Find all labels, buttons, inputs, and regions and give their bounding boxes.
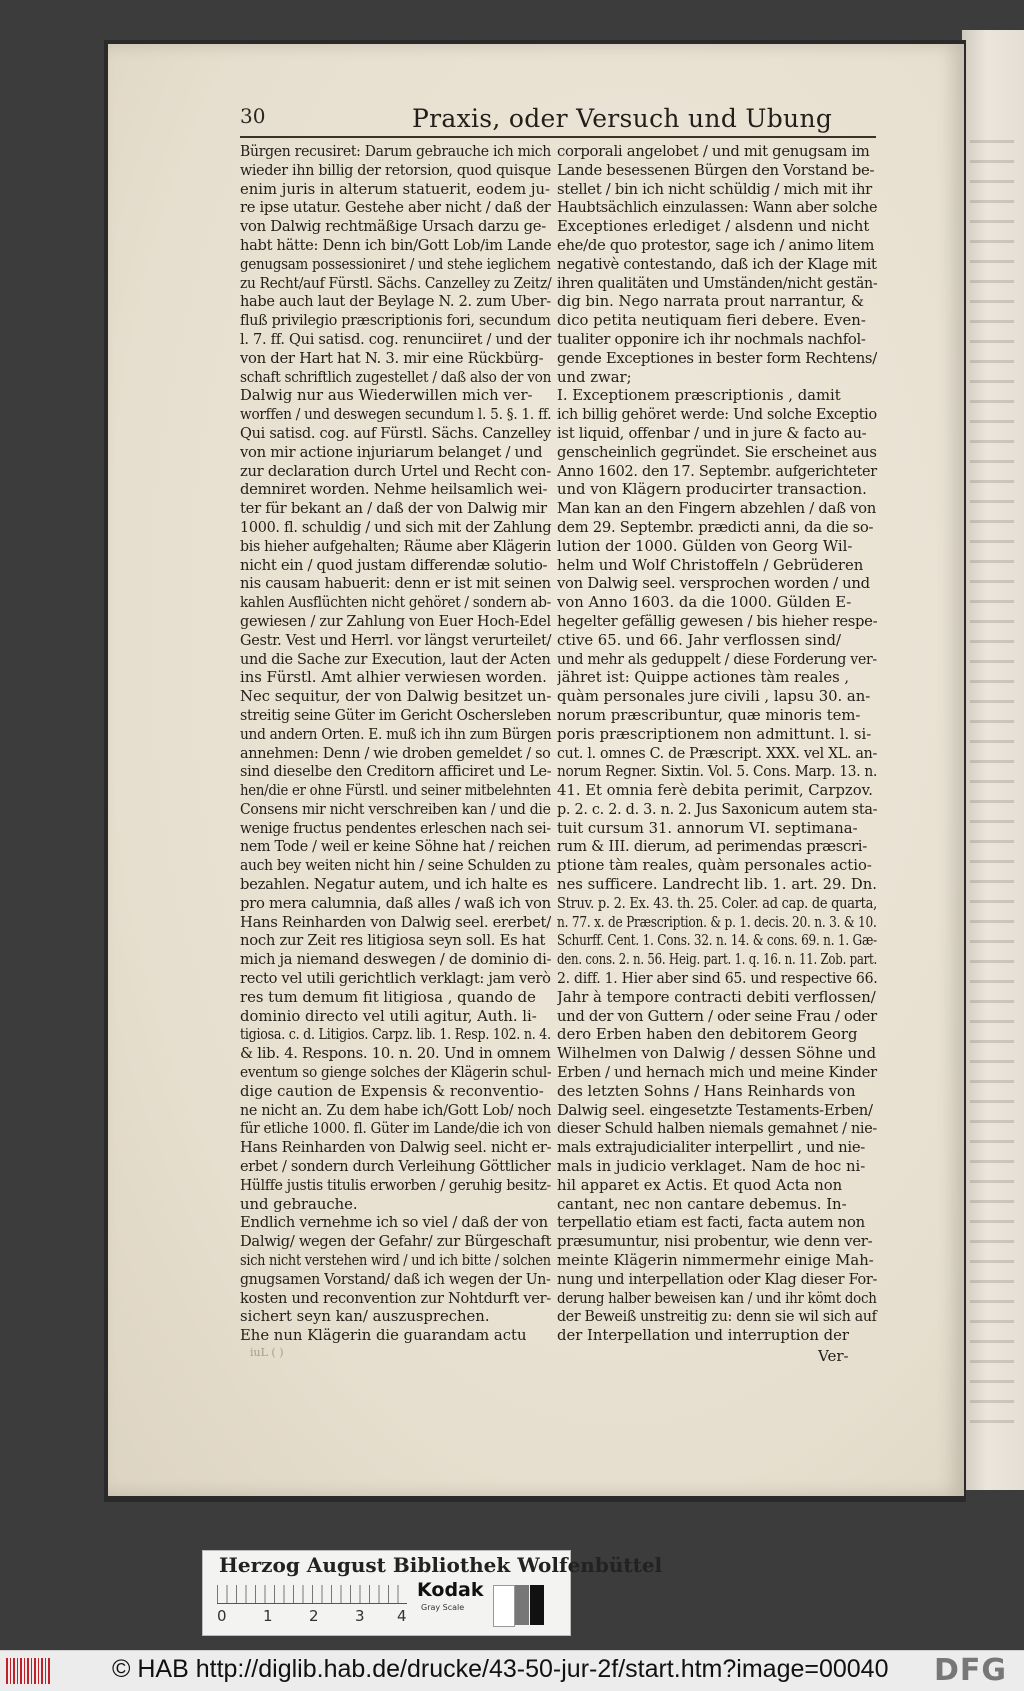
text-line: nung und interpellation oder Klag dieser For- [557, 1270, 878, 1288]
left-text-column [240, 143, 551, 1346]
right-text-column [557, 143, 877, 1346]
text-line: tigiosa. c. d. Litigios. Carpz. lib. 1. Resp. 102. n. 4. [240, 1026, 551, 1044]
text-line: ter für bekant an / daß der von Dalwig mir [240, 500, 547, 518]
scan-target-card [202, 1550, 663, 1636]
text-line: des letzten Sohns / Hans Reinhards von [557, 1082, 856, 1100]
dfg-logo: DFG [934, 1653, 1008, 1688]
text-line: und die Sache zur Execution, laut der Acten [240, 650, 551, 668]
text-line: lution der 1000. Gülden von Georg Wil- [557, 537, 853, 555]
text-line: und andern Orten. E. muß ich ihn zum Bürgen [240, 725, 552, 743]
white-patch [493, 1585, 515, 1627]
footer-bar [0, 1650, 1024, 1691]
text-line: sichert seyn kan/ auszusprechen. [240, 1308, 490, 1326]
text-line: Endlich vernehme ich so viel / daß der von [240, 1214, 548, 1232]
page-number: 30 [240, 104, 266, 128]
text-line: poris præscriptionem non admittunt. l. si- [557, 725, 872, 743]
text-line: norum Regner. Sixtin. Vol. 5. Cons. Marp. 13. n. [557, 763, 878, 781]
kodak-logo: Kodak [417, 1579, 484, 1601]
library-name: Herzog August Bibliothek Wolfenbüttel [219, 1553, 663, 1577]
text-line: tuit cursum 31. annorum VI. septimana- [557, 819, 858, 837]
text-line: sind dieselbe den Creditorn afficiret und Le- [240, 763, 552, 781]
black-patch [530, 1585, 544, 1625]
text-line: Anno 1602. den 17. Septembr. aufgerichteter [557, 462, 877, 480]
text-line: Struv. p. 2. Ex. 43. th. 25. Coler. ad cap. de quarta, [557, 894, 877, 912]
gray-patch [515, 1585, 529, 1625]
text-line: mals in judicio verklaget. Nam de hoc ni- [557, 1158, 866, 1176]
text-line: von Anno 1603. da die 1000. Gülden E- [557, 594, 852, 612]
text-line: auch bey weiten nicht hin / seine Schulden zu [240, 857, 551, 875]
hab-logo [6, 1658, 50, 1684]
text-line: nis causam habuerit: denn er ist mit seinen [240, 575, 551, 593]
text-line: und der von Guttern / oder seine Frau / oder [557, 1007, 877, 1025]
text-line: meinte Klägerin nimmermehr einige Mah- [557, 1252, 874, 1270]
ruler-number: 0 [217, 1607, 227, 1625]
text-line: derung halber beweisen kan / und ihr kömt doch [557, 1289, 877, 1307]
text-line: streitig seine Güter im Gericht Oschersleben [240, 706, 552, 724]
text-line: erbet / sondern durch Verleihung Göttlicher [240, 1158, 551, 1176]
text-line: jähret ist: Quippe actiones tàm reales , [557, 669, 850, 687]
text-line: re ipse utatur. Gestehe aber nicht / daß der [240, 199, 551, 217]
text-line: 41. Et omnia ferè debita perimit, Carpzov. [557, 782, 873, 800]
text-line: 1000. fl. schuldig / und sich mit der Zahlung [240, 518, 552, 536]
text-line: ehe/de quo protestor, sage ich / animo litem [557, 236, 875, 254]
gray-scale-label: Gray Scale [421, 1603, 465, 1612]
text-line: helm und Wolf Christoffeln / Gebrüderen [557, 556, 864, 574]
text-line: zu Recht/auf Fürstl. Sächs. Canzelley zu Zeitz/ [240, 274, 552, 292]
text-line: Erben / und hernach mich und meine Kinder [557, 1064, 877, 1082]
text-line: nes sufficere. Landrecht lib. 1. art. 29. Dn. [557, 876, 877, 894]
text-line: fluß privilegio præscriptionis fori, secundum [240, 312, 551, 330]
text-line: præsumuntur, nisi probentur, wie denn ver- [557, 1233, 873, 1251]
text-line: hil apparet ex Actis. Et quod Acta non [557, 1176, 843, 1194]
next-page-edge [962, 30, 1024, 1490]
text-line: corporali angelobet / und mit genugsam im [557, 143, 870, 160]
text-line: gnugsamen Vorstand/ daß ich wegen der Un- [240, 1270, 551, 1288]
text-line: dig bin. Nego narrata prout narrantur, & [557, 293, 865, 311]
text-line: von mir actione injuriarum belanget / und [240, 443, 543, 461]
text-line: Haubtsächlich einzulassen: Wann aber solche [557, 199, 878, 217]
text-line: kosten und reconvention zur Nohtdurft ver- [240, 1289, 551, 1307]
text-line: annehmen: Denn / wie droben gemeldet / so [240, 744, 551, 762]
text-line: gewiesen / zur Zahlung von Euer Hoch-Edel [240, 612, 551, 630]
text-line: Hans Reinharden von Dalwig seel. ererbet/ [240, 913, 551, 931]
text-line: Gestr. Vest und Herrl. vor längst verurteilet/ [240, 631, 552, 649]
text-line: nem Tode / weil er keine Söhne hat / reichen [240, 838, 551, 856]
bottom-marks: iuL ( ) [250, 1346, 284, 1359]
ruler-number: 3 [355, 1607, 365, 1625]
text-line: tualiter opponire ich ihr nochmals nachfol- [557, 330, 866, 348]
text-line: genscheinlich gegründet. Sie erscheinet aus [557, 443, 877, 461]
bleed-through-text [970, 140, 1014, 1440]
text-line: & lib. 4. Respons. 10. n. 20. Und in omnem [240, 1045, 551, 1063]
text-line: habe auch laut der Beylage N. 2. zum Uber- [240, 293, 551, 311]
text-line: Nec sequitur, der von Dalwig besitzet un- [240, 688, 551, 706]
text-line: dominio directo vel utili agitur, Auth. li- [240, 1007, 537, 1025]
text-line: ist liquid, offenbar / und in jure & facto au- [557, 424, 867, 442]
text-line: wieder ihn billig der retorsion, quod quisque [240, 161, 551, 179]
text-line: mals extrajudicialiter interpellirt , und nie- [557, 1139, 865, 1157]
text-line: schaft schriftlich zugestellet / daß also der von [240, 368, 552, 386]
ruler-scale [217, 1585, 407, 1604]
text-line: l. 7. ff. Qui satisd. cog. renunciiret / und der [240, 330, 552, 348]
text-line: kahlen Ausflüchten nicht gehöret / sondern ab- [240, 594, 551, 612]
text-line: ihren qualitäten und Umständen/nicht gestän- [557, 274, 878, 292]
text-line: genugsam possessioniret / und stehe ieglichem [240, 255, 551, 273]
text-line: Bürgen recusiret: Darum gebrauche ich mich [240, 143, 552, 160]
text-line: Jahr à tempore contracti debiti verflossen/ [557, 988, 876, 1006]
text-line: von der Hart hat N. 3. mir eine Rückbürg- [240, 349, 544, 367]
text-line: bezahlen. Negatur autem, und ich halte es [240, 876, 548, 894]
text-line: quàm personales jure civili , lapsu 30. an- [557, 688, 871, 706]
text-line: ins Fürstl. Amt alhier verwiesen worden. [240, 669, 547, 687]
text-line: für etliche 1000. fl. Güter im Lande/die ich von [240, 1120, 551, 1138]
text-line: cantant, nec non cantare debemus. In- [557, 1195, 847, 1213]
text-line: cut. l. omnes C. de Præscript. XXX. vel XL. an- [557, 744, 877, 762]
text-line: der Interpellation und interruption der [557, 1327, 849, 1345]
text-line: ctive 65. und 66. Jahr verflossen sind/ [557, 631, 842, 649]
text-line: Wilhelmen von Dalwig / dessen Söhne und [557, 1045, 877, 1063]
text-line: bis hieher aufgehalten; Räume aber Klägerin [240, 537, 552, 555]
text-line: pro mera calumnia, daß alles / waß ich von [240, 894, 551, 912]
text-line: mich ja niemand deswegen / de dominio di- [240, 951, 552, 969]
text-line: dero Erben haben den debitorem Georg [557, 1026, 858, 1044]
text-line: norum præscribuntur, quæ minoris tem- [557, 706, 861, 724]
text-line: dieser Schuld halben niemals gemahnet / nie- [557, 1120, 877, 1138]
text-line: von Dalwig seel. versprochen worden / und [557, 575, 870, 593]
text-line: rum & III. dierum, ad perimendas præscri- [557, 838, 867, 856]
text-line: der Beweiß unstreitig zu: denn sie wil sich auf [557, 1308, 877, 1326]
text-line: Schurff. Cent. 1. Cons. 32. n. 14. & cons. 69. n. 1. Gæ- [557, 932, 877, 950]
text-line: dige caution de Expensis & reconventio- [240, 1082, 544, 1100]
text-line: dem 29. Septembr. prædicti anni, da die so- [557, 518, 874, 536]
text-line: eventum so gienge solches der Klägerin schul- [240, 1064, 552, 1082]
text-line: Dalwig/ wegen der Gefahr/ zur Bürgeschaft [240, 1233, 552, 1251]
ruler-number: 1 [263, 1607, 273, 1625]
text-line: und zwar; [557, 368, 632, 386]
text-line: gende Exceptiones in bester form Rechtens/ [557, 349, 877, 367]
text-line: demniret worden. Nehme heilsamlich wei- [240, 481, 548, 499]
text-line: Hans Reinharden von Dalwig seel. nicht er- [240, 1139, 552, 1157]
text-line: hen/die er ohne Fürstl. und seiner mitbelehnten [240, 782, 551, 800]
text-line: Consens mir nicht verschreiben kan / und die [240, 800, 551, 818]
ruler-number: 4 [397, 1607, 407, 1625]
text-line: I. Exceptionem præscriptionis , damit [557, 387, 841, 405]
text-line: Exceptiones erlediget / alsdenn und nicht [557, 218, 870, 236]
text-line: dico petita neutiquam fieri debere. Even- [557, 312, 866, 330]
text-line: n. 77. x. de Præscription. & p. 1. decis. 20. n. 3. & 10. [557, 913, 877, 931]
text-line: nicht ein / quod justam differendæ solutio- [240, 556, 548, 574]
text-line: Dalwig seel. eingesetzte Testaments-Erben/ [557, 1101, 873, 1119]
text-line: sich nicht verstehen wird / und ich bitte / solchen [240, 1252, 551, 1270]
text-line: von Dalwig rechtmäßige Ursach darzu ge- [240, 218, 546, 236]
text-line: den. cons. 2. n. 56. Heig. part. 1. q. 16. n. 11. Zob. part. [557, 951, 878, 969]
text-line: habt hätte: Denn ich bin/Gott Lob/im Lande [240, 236, 552, 254]
text-line: und gebrauche. [240, 1195, 358, 1213]
text-line: Dalwig nur aus Wiederwillen mich ver- [240, 387, 533, 405]
text-line: Hülffe justis titulis erworben / geruhig besitz- [240, 1176, 551, 1194]
text-line: ptione tàm reales, quàm personales actio- [557, 857, 872, 875]
text-line: Man kan an den Fingern abzehlen / daß von [557, 500, 876, 518]
source-url[interactable]: © HAB http://diglib.hab.de/drucke/43-50-jur-2f/start.htm?image=00040 [112, 1655, 889, 1683]
text-line: res tum demum fit litigiosa , quando de [240, 988, 536, 1006]
text-line: und mehr als geduppelt / diese Forderung ver- [557, 650, 877, 668]
text-line: noch zur Zeit res litigiosa seyn soll. Es hat [240, 932, 546, 950]
header-rule [240, 136, 876, 138]
text-line: Lande besessenen Bürgen den Vorstand be- [557, 161, 875, 179]
ruler-number: 2 [309, 1607, 319, 1625]
text-line: 2. diff. 1. Hier aber sind 65. und respective 66. [557, 970, 878, 988]
text-line: zur declaration durch Urtel und Recht con- [240, 462, 551, 480]
text-line: p. 2. c. 2. d. 3. n. 2. Jus Saxonicum autem sta- [557, 800, 878, 818]
text-line: stellet / bin ich nicht schüldig / mich mit ihr [557, 180, 872, 198]
text-line: ne nicht an. Zu dem habe ich/Gott Lob/ noch [240, 1101, 552, 1119]
text-line: hegelter gefällig gewesen / bis hieher respe- [557, 612, 878, 630]
running-head: Praxis, oder Versuch und Ubung [412, 104, 833, 133]
text-line: negativè contestando, daß ich der Klage mit [557, 255, 877, 273]
text-line: enim juris in alterum statuerit, eodem ju- [240, 180, 551, 198]
text-line: und von Klägern producirter transaction. [557, 481, 867, 499]
text-line: ich billig gehöret werde: Und solche Exceptio [557, 406, 877, 424]
text-line: Qui satisd. cog. auf Fürstl. Sächs. Canzelley [240, 424, 551, 442]
text-line: wenige fructus pendentes erleschen nach sei- [240, 819, 551, 837]
text-line: terpellatio etiam est facti, facta autem non [557, 1214, 865, 1232]
text-line: Ehe nun Klägerin die guarandam actu [240, 1327, 527, 1345]
catchword: Ver- [818, 1347, 849, 1365]
text-line: worffen / und deswegen secundum l. 5. §. 1. ff. [240, 406, 552, 424]
text-line: recto vel utili gerichtlich verklagt: jam verò [240, 970, 551, 988]
